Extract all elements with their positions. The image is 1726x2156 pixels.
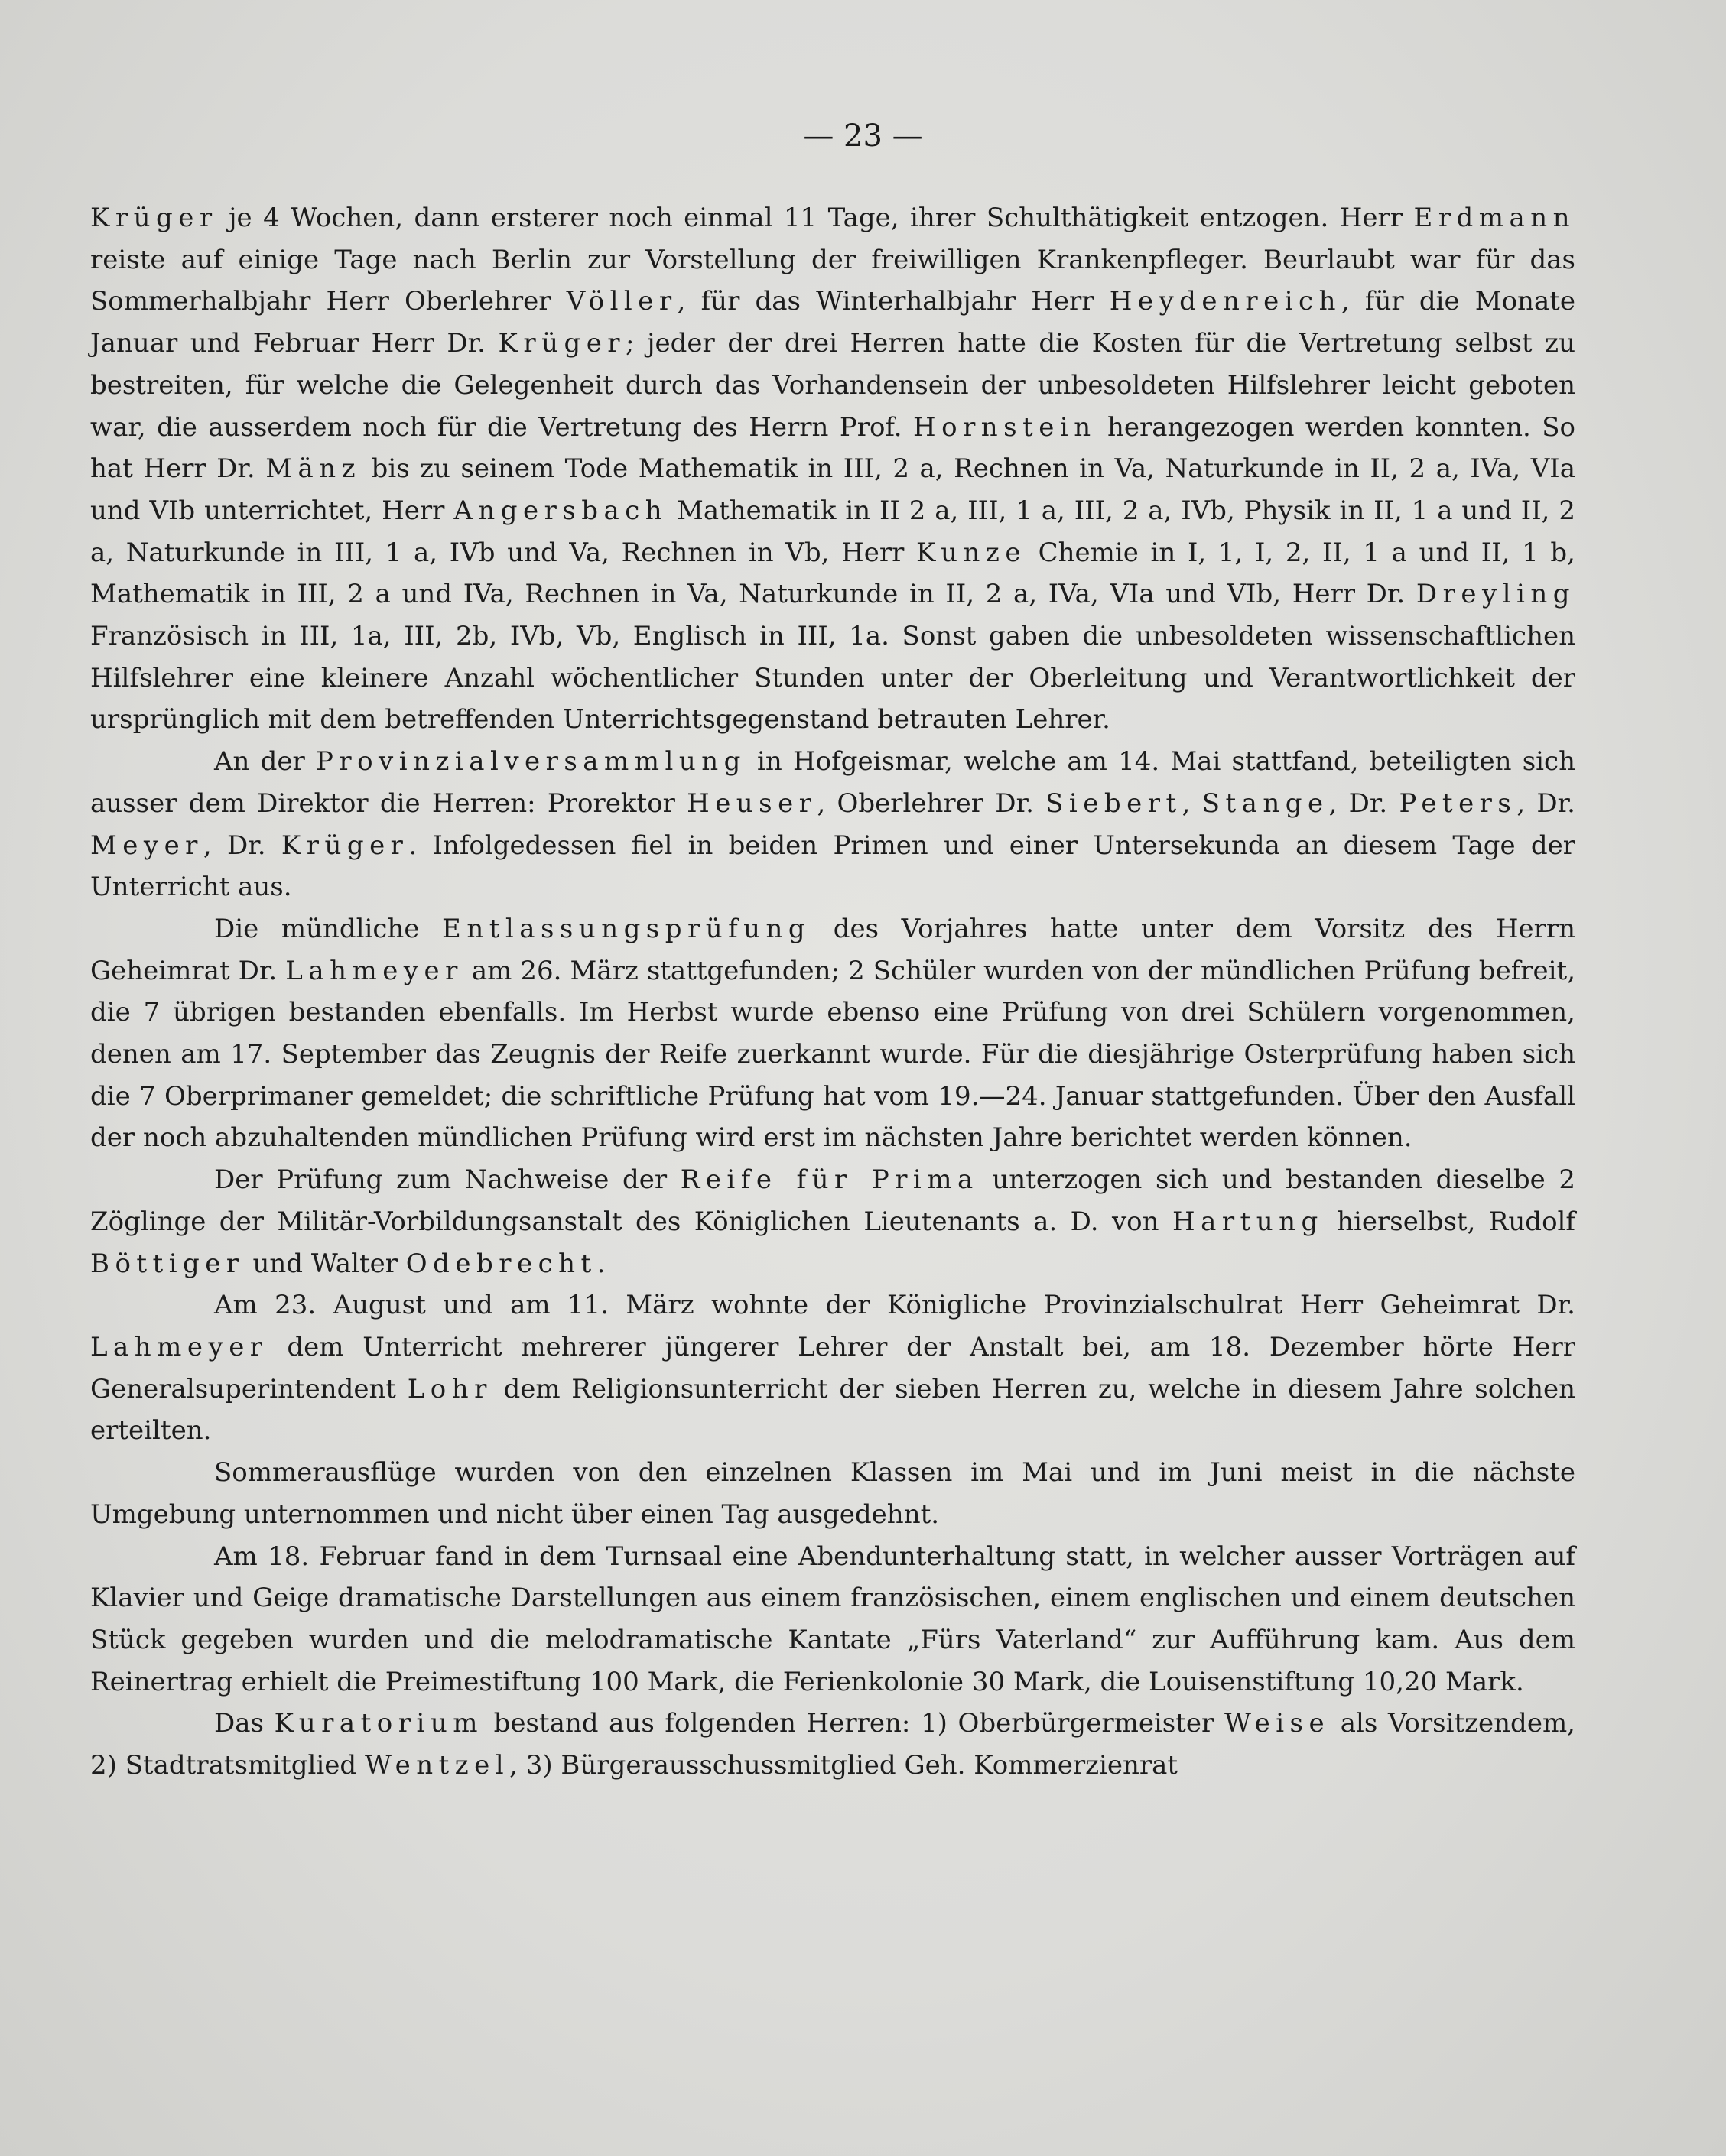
text-run: als Vorsitzendem, 2) Stadtratsmitglied xyxy=(90,1708,1575,1781)
spaced-name: Krüger xyxy=(281,830,409,861)
text-run: hierselbst, Rudolf xyxy=(1323,1206,1576,1237)
spaced-name: Böttiger xyxy=(90,1248,245,1279)
text-run: , Dr. xyxy=(1516,787,1575,819)
spaced-name: Kunze xyxy=(916,537,1026,568)
spaced-name: Mänz xyxy=(265,453,362,485)
text-run: , für die Monate Januar und Februar Herr Dr. xyxy=(90,286,1575,359)
spaced-name: Wentzel xyxy=(364,1750,510,1781)
text-run: herangezogen werden konnten. So hat Herr Dr. xyxy=(90,411,1575,485)
spaced-name: Heuser xyxy=(687,787,817,819)
text-run: Das xyxy=(214,1708,275,1739)
text-run: des Vorjahres hatte unter dem Vorsitz des Herrn Geheimrat Dr. xyxy=(90,913,1575,986)
text-run: dem Unterricht mehrerer jüngerer Lehrer der Anstalt bei, am 18. Dezember hörte Herr Generalsuperintendent xyxy=(90,1331,1575,1404)
spaced-name: Meyer xyxy=(90,830,203,861)
paragraph xyxy=(90,741,1575,908)
spaced-name: Erdmann xyxy=(1413,203,1575,233)
text-run: , Dr. xyxy=(1328,787,1399,819)
spaced-name: Provinzialversammlung xyxy=(316,746,746,778)
spaced-name: Hartung xyxy=(1172,1206,1324,1237)
text-run: , 3) Bürgerausschussmitglied Geh. Kommerzienrat xyxy=(509,1750,1178,1781)
text-run: , für das Winterhalbjahr Herr xyxy=(677,286,1110,317)
text-run: bis zu seinem Tode Mathematik in III, 2 a, Rechnen in Va, Naturkunde in II, 2 a, IVa, VIa und VIb unterrichtet, Herr xyxy=(90,453,1575,526)
text-run: An der xyxy=(214,746,317,778)
text-run: Der Prüfung zum Nachweise der xyxy=(214,1164,681,1196)
text-run: Die mündliche xyxy=(214,913,443,944)
text-run: Französisch in III, 1a, III, 2b, IVb, Vb, Englisch in III, 1a. Sonst gaben die unbesoldeten wissenschaftlichen Hilfslehrer eine kleinere Anzahl wöchentlicher Stunden unter der Oberleitung und Verantwortlichkeit der ursprünglich mit dem betreffenden Unterrichtsgegenstand betrauten Lehrer. xyxy=(90,621,1575,735)
text-run: Sommerausflüge wurden von den einzelnen Klassen im Mai und im Juni meist in die nächste Umgebung unternommen und nicht über einen Tag ausgedehnt. xyxy=(90,1457,1575,1530)
text-run: reiste auf einige Tage nach Berlin zur Vorstellung der freiwilligen Krankenpfleger. Beurlaubt war für das Sommerhalbjahr Herr Oberlehrer xyxy=(90,244,1575,317)
paragraph xyxy=(90,1284,1575,1452)
spaced-name: Weise xyxy=(1224,1708,1331,1739)
paragraph xyxy=(90,908,1575,1159)
spaced-name: Kuratorium xyxy=(274,1708,483,1739)
text-run: und Walter xyxy=(244,1248,406,1279)
spaced-name: Lohr xyxy=(407,1373,492,1404)
spaced-name: Krüger xyxy=(498,328,626,359)
spaced-name: Entlassungsprüfung xyxy=(442,913,811,944)
paragraph xyxy=(90,197,1575,741)
text-run: bestand aus folgenden Herren: 1) Oberbürgermeister xyxy=(483,1708,1224,1739)
text-run: . xyxy=(596,1248,606,1279)
spaced-name: Peters xyxy=(1399,787,1517,819)
text-run: dem Religionsunterricht der sieben Herren zu, welche in diesem Jahre solchen erteilten. xyxy=(90,1373,1576,1447)
paragraph xyxy=(90,1703,1575,1786)
spaced-name: Lahmeyer xyxy=(285,955,463,986)
body-text xyxy=(90,197,1575,1787)
spaced-name: Lahmeyer xyxy=(90,1331,268,1362)
spaced-name: Dreyling xyxy=(1416,579,1575,610)
text-run: Am 23. August und am 11. März wohnte der Königliche Provinzialschulrat Herr Geheimrat Dr. xyxy=(214,1290,1575,1321)
spaced-name: Hornstein xyxy=(912,411,1097,443)
spaced-name: Krüger xyxy=(90,203,218,233)
spaced-name: Reife für Prima xyxy=(680,1164,979,1196)
text-run: , Oberlehrer Dr. xyxy=(817,787,1046,819)
text-run: Mathematik in II 2 a, III, 1 a, III, 2 a, IVb, Physik in II, 1 a und II, 2 a, Naturkunde in III, 1 a, IVb und Va, Rechnen in Vb, Herr xyxy=(90,495,1575,568)
text-run: unterzogen sich und bestanden dieselbe 2 Zöglinge der Militär-Vorbildungsanstalt des Königlichen Lieutenants a. D. von xyxy=(90,1164,1575,1237)
spaced-name: Siebert xyxy=(1045,787,1182,819)
spaced-name: Angersbach xyxy=(453,495,668,526)
text-run: ; jeder der drei Herren hatte die Kosten für die Vertretung selbst zu bestreiten, für welche die Gelegenheit durch das Vorhandensein der unbesoldeten Hilfslehrer leicht geboten war, die ausserdem noch für die Vertretung des Herrn Prof. xyxy=(90,328,1575,443)
spaced-name: Stange xyxy=(1201,787,1329,819)
text-run: , Dr. xyxy=(203,830,281,861)
text-run: in Hofgeismar, welche am 14. Mai stattfand, beteiligten sich ausser dem Direktor die Herren: Prorektor xyxy=(90,746,1575,819)
spaced-name: Heydenreich xyxy=(1109,286,1341,317)
paragraph xyxy=(90,1452,1575,1535)
text-run: , xyxy=(1182,787,1202,819)
text-run: am 26. März stattgefunden; 2 Schüler wurden von der mündlichen Prüfung befreit, die 7 übrigen bestanden ebenfalls. Im Herbst wurde ebenso eine Prüfung von drei Schülern vorgenommen, denen am 17. September das Zeugnis der Reife zuerkannt wurde. Für die diesjährige Osterprüfung haben sich die 7 Oberprimaner gemeldet; die schriftliche Prüfung hat vom 19.—24. Januar stattgefunden. Über den Ausfall der noch abzuhaltenden mündlichen Prüfung wird erst im nächsten Jahre berichtet werden können. xyxy=(90,955,1575,1154)
page-number: — 23 — xyxy=(803,119,923,154)
text-run: je 4 Wochen, dann ersterer noch einmal 11 Tage, ihrer Schulthätigkeit entzogen. Herr xyxy=(217,203,1414,233)
paragraph xyxy=(90,1159,1575,1284)
spaced-name: Völler xyxy=(566,286,678,317)
paragraph xyxy=(90,1536,1575,1703)
spaced-name: Odebrecht xyxy=(405,1248,597,1279)
text-run: Am 18. Februar fand in dem Turnsaal eine Abendunterhaltung statt, in welcher ausser Vorträgen auf Klavier und Geige dramatische Darstellungen aus einem französischen, einem englischen und einem deutschen Stück gegeben wurden und die melodramatische Kantate „Fürs Vaterland“ zur Aufführung kam. Aus dem Reinertrag erhielt die Preimestiftung 100 Mark, die Ferienkolonie 30 Mark, die Louisenstiftung 10,20 Mark. xyxy=(90,1541,1575,1697)
text-run: Chemie in I, 1, I, 2, II, 1 a und II, 1 b, Mathematik in III, 2 a und IVa, Rechnen in Va, Naturkunde in II, 2 a, IVa, VIa und VIb, Herr Dr. xyxy=(90,537,1575,610)
text-run: . Infolgedessen fiel in beiden Primen und einer Untersekunda an diesem Tage der Unterricht aus. xyxy=(90,830,1575,903)
